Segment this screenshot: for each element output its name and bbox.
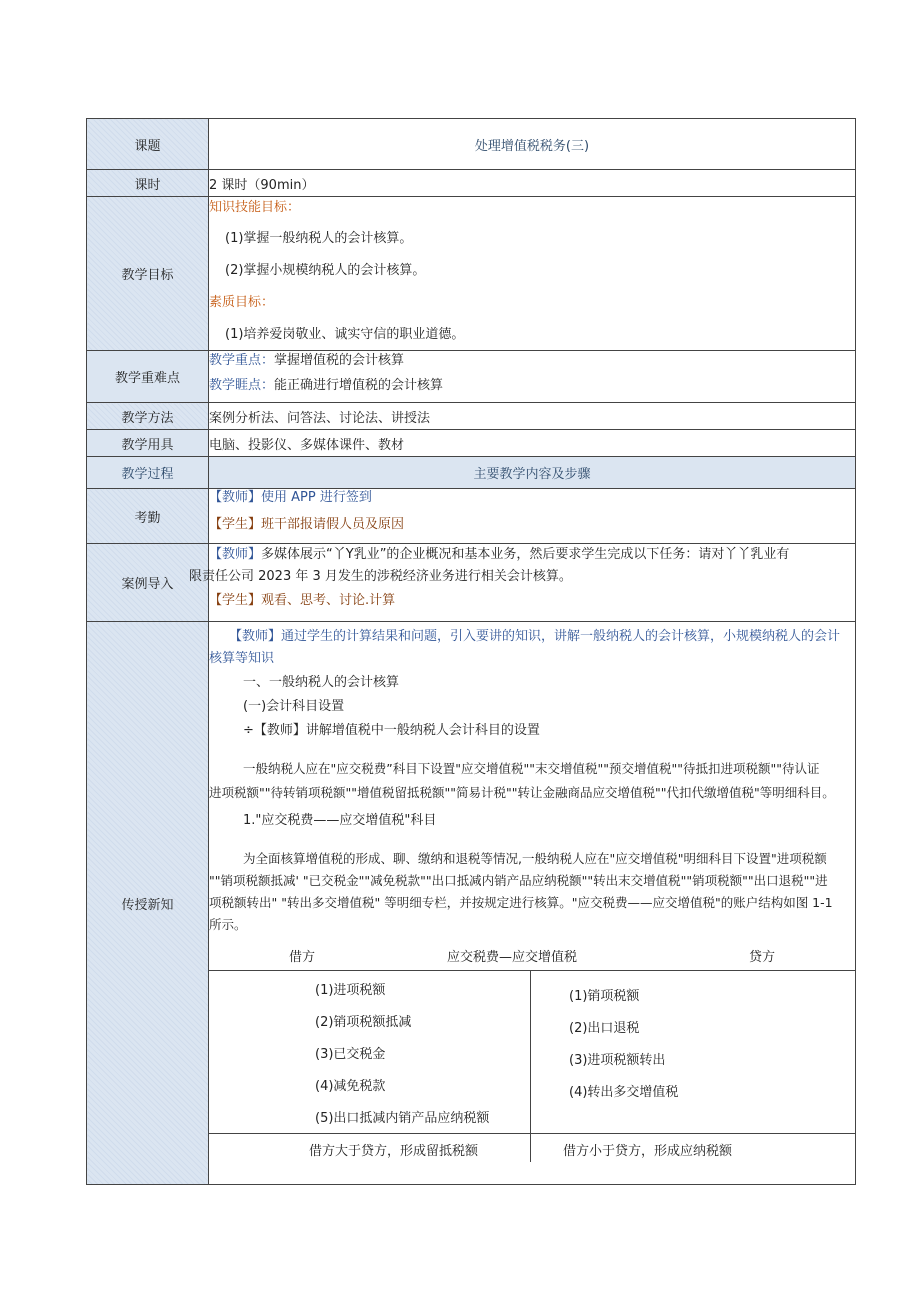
teaching-intro: 【教师】通过学生的计算结果和问题，引入要讲的知识，讲解一般纳税人的会计核算，小规模纳税人的会计 bbox=[229, 629, 841, 644]
debit-item: (5)出口抵减内销产品应纳税额 bbox=[315, 1111, 490, 1126]
knowledge-item: (1)掌握一般纳税人的会计核算。 bbox=[225, 231, 413, 246]
course-title-label: 课题 bbox=[87, 119, 209, 170]
attendance-content bbox=[209, 489, 856, 544]
account-header bbox=[209, 940, 855, 970]
t-account bbox=[209, 970, 855, 1133]
teaching-label: 传授新知 bbox=[87, 622, 209, 1185]
objectives-label: 教学目标 bbox=[87, 197, 209, 351]
tools-label: 教学用具 bbox=[87, 430, 209, 457]
credit-item: (3)进项税额转出 bbox=[569, 1053, 666, 1068]
paragraph: 为全面核算增值税的形成、聊、缴纳和退税等情况,一般纳税人应在"应交增值税"明细科目下设置"进项税额 bbox=[243, 851, 827, 866]
debit-item: (4)减免税款 bbox=[315, 1079, 386, 1094]
attendance-label: 考勤 bbox=[87, 489, 209, 544]
account-name: 应交税费—应交增值税 bbox=[447, 950, 578, 965]
key-points-label: 教学重难点 bbox=[87, 351, 209, 403]
page-title: 处理增值税税务(三) bbox=[209, 119, 856, 170]
lesson-plan-table bbox=[86, 118, 856, 1185]
section-heading: 一、一般纳税人的会计核算 bbox=[243, 675, 400, 690]
debit-item: (3)已交税金 bbox=[315, 1047, 386, 1062]
methods-value: 案例分析法、问答法、讨论法、讲授法 bbox=[209, 403, 856, 430]
methods-label: 教学方法 bbox=[87, 403, 209, 430]
process-header-left: 教学过程 bbox=[87, 457, 209, 489]
teaching-intro-cont: 核算等知识 bbox=[209, 651, 275, 666]
credit-balance: 借方小于贷方，形成应纳税额 bbox=[563, 1144, 733, 1159]
process-header-right: 主要教学内容及步骤 bbox=[209, 457, 856, 489]
teaching-content bbox=[209, 622, 856, 1185]
attendance-student: 【学生】班干部报请假人员及原因 bbox=[209, 517, 405, 532]
case-teacher-tag: 【教师】 bbox=[209, 547, 262, 562]
debit-side bbox=[209, 971, 531, 1133]
debit-balance: 借方大于贷方，形成留抵税额 bbox=[209, 1134, 531, 1162]
debit-item: (1)进项税额 bbox=[315, 983, 386, 998]
knowledge-heading: 知识技能目标： bbox=[209, 200, 301, 215]
quality-heading: 素质目标： bbox=[209, 295, 275, 310]
case-teacher-text-cont: 限责任公司 2023 年 3 月发生的涉税经济业务进行相关会计核算。 bbox=[189, 569, 572, 584]
teacher-bullet: ÷【教师】讲解增值税中一般纳税人会计科目的设置 bbox=[243, 723, 540, 738]
paragraph-cont: 所示。 bbox=[209, 917, 247, 932]
focus-value: 掌握增值税的会计核算 bbox=[274, 353, 405, 368]
item-heading: 1."应交税费——应交增值税"科目 bbox=[243, 813, 437, 828]
hours-value: 2 课时（90min） bbox=[209, 170, 856, 197]
difficulty-label: 教学睚点： bbox=[209, 378, 275, 393]
case-teacher-text: 多媒体展示“丫Y乳业”的企业概况和基本业务，然后要求学生完成以下任务：请对丫丫乳业有 bbox=[261, 547, 790, 562]
paragraph-cont: 进项税额""待转销项税额""增值税留抵税额""简易计税""转让金融商品应交增值税""代扣代缴增值税"等明细科目。 bbox=[209, 785, 835, 800]
debit-label: 借方 bbox=[289, 950, 316, 965]
credit-item: (1)销项税额 bbox=[569, 989, 640, 1004]
paragraph: 一般纳税人应在"应交税费”科目下设置"应交增值税""末交增值税""预交增值税""待抵扣进项税额""待认证 bbox=[243, 761, 820, 776]
case-intro-label: 案例导入 bbox=[87, 544, 209, 622]
attendance-teacher: 【教师】使用 APP 进行签到 bbox=[209, 490, 372, 505]
tools-value: 电脑、投影仪、多媒体课件、教材 bbox=[209, 430, 856, 457]
key-points-content bbox=[209, 351, 856, 403]
paragraph-cont: ""销项税额抵减' "已交税金""减免税款""出口抵减内销产品应纳税额""转出末交增值税""销项税额""出口退税""进 bbox=[209, 873, 828, 888]
credit-item: (4)转出多交增值税 bbox=[569, 1085, 679, 1100]
credit-side bbox=[531, 971, 855, 1133]
difficulty-value: 能正确进行增值税的会计核算 bbox=[274, 378, 444, 393]
subsection-heading: (一)会计科目设置 bbox=[243, 699, 345, 714]
case-student: 【学生】观看、思考、讨论.计算 bbox=[209, 593, 396, 608]
focus-label: 教学重点： bbox=[209, 353, 275, 368]
objectives-content bbox=[209, 197, 856, 351]
credit-item: (2)出口退税 bbox=[569, 1021, 640, 1036]
quality-item: (1)培养爱岗敬业、诚实守信的职业道德。 bbox=[225, 327, 465, 342]
balance-row bbox=[209, 1133, 855, 1162]
case-intro-content bbox=[189, 544, 856, 622]
paragraph-cont: 项税额转出" "转出多交增值税" 等明细专栏，并按规定进行核算。"应交税费——应交增值税"的账户结构如图 1-1 bbox=[209, 895, 833, 910]
knowledge-item: (2)掌握小规模纳税人的会计核算。 bbox=[225, 263, 426, 278]
credit-label: 贷方 bbox=[749, 950, 776, 965]
debit-item: (2)销项税额抵减 bbox=[315, 1015, 412, 1030]
hours-label: 课时 bbox=[87, 170, 209, 197]
